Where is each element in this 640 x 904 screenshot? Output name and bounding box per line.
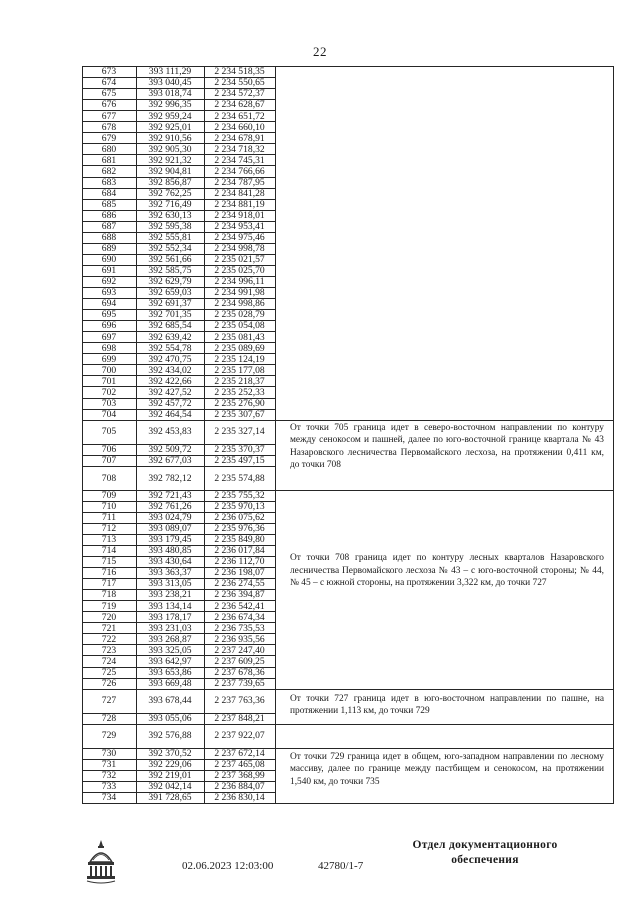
point-number: 724 bbox=[101, 655, 117, 667]
point-number: 677 bbox=[101, 110, 117, 122]
point-number: 697 bbox=[101, 331, 117, 343]
point-number: 712 bbox=[101, 523, 117, 535]
coord-y: 2 234 651,72 bbox=[214, 110, 265, 122]
point-number: 722 bbox=[101, 633, 117, 645]
point-number: 711 bbox=[101, 512, 117, 524]
point-number: 719 bbox=[101, 600, 117, 612]
point-number: 701 bbox=[101, 375, 117, 387]
coord-y: 2 234 787,95 bbox=[214, 176, 265, 188]
coord-x: 393 642,97 bbox=[148, 655, 192, 667]
point-number: 695 bbox=[101, 309, 117, 321]
coord-y: 2 236 075,62 bbox=[214, 512, 265, 524]
point-number: 683 bbox=[101, 176, 117, 188]
point-number: 686 bbox=[101, 209, 117, 221]
footer-date: 02.06.2023 12:03:00 bbox=[182, 860, 274, 872]
coord-y: 2 235 276,90 bbox=[214, 397, 265, 409]
point-number: 682 bbox=[101, 165, 117, 177]
coord-y: 2 236 017,84 bbox=[214, 545, 265, 557]
coord-x: 392 427,52 bbox=[148, 386, 192, 398]
coord-y: 2 234 628,67 bbox=[214, 99, 265, 111]
coord-x: 392 457,72 bbox=[148, 397, 192, 409]
coord-y: 2 235 218,37 bbox=[214, 375, 265, 387]
coord-x: 392 691,37 bbox=[148, 298, 192, 310]
coord-x: 392 229,06 bbox=[148, 759, 192, 771]
coord-x: 393 111,29 bbox=[148, 66, 192, 78]
coord-x: 392 659,03 bbox=[148, 287, 192, 299]
point-number: 725 bbox=[101, 666, 117, 678]
coord-x: 392 554,78 bbox=[148, 342, 192, 354]
point-number: 714 bbox=[101, 545, 117, 557]
coord-x: 393 055,06 bbox=[148, 712, 192, 724]
coord-y: 2 236 735,53 bbox=[214, 622, 265, 634]
coord-x: 393 268,87 bbox=[148, 633, 192, 645]
description-rule bbox=[275, 689, 614, 690]
coord-y: 2 235 970,13 bbox=[214, 501, 265, 513]
coord-x: 392 905,30 bbox=[148, 143, 192, 155]
coord-x: 392 585,75 bbox=[148, 265, 192, 277]
point-number: 704 bbox=[101, 408, 117, 420]
coord-y: 2 237 609,25 bbox=[214, 655, 265, 667]
point-number: 721 bbox=[101, 622, 117, 634]
coord-y: 2 235 081,43 bbox=[214, 331, 265, 343]
coord-x: 393 231,03 bbox=[148, 622, 192, 634]
coord-y: 2 235 054,08 bbox=[214, 320, 265, 332]
point-number: 698 bbox=[101, 342, 117, 354]
coord-y: 2 235 089,69 bbox=[214, 342, 265, 354]
point-number: 678 bbox=[101, 121, 117, 133]
point-number: 718 bbox=[101, 589, 117, 601]
coord-y: 2 234 550,65 bbox=[214, 77, 265, 89]
duma-emblem-icon bbox=[84, 838, 118, 886]
coord-y: 2 236 198,07 bbox=[214, 567, 265, 579]
coord-x: 393 325,05 bbox=[148, 644, 192, 656]
coord-x: 392 630,13 bbox=[148, 209, 192, 221]
coord-y: 2 234 918,01 bbox=[214, 209, 265, 221]
coord-y: 2 235 124,19 bbox=[214, 353, 265, 365]
point-number: 673 bbox=[101, 66, 117, 78]
coord-x: 392 761,26 bbox=[148, 501, 192, 513]
table-row-rule bbox=[82, 803, 275, 804]
coord-x: 392 856,87 bbox=[148, 176, 192, 188]
coord-y: 2 235 025,70 bbox=[214, 265, 265, 277]
coord-y: 2 234 996,11 bbox=[214, 276, 265, 288]
boundary-description: От точки 729 граница идет в общем, юго-западном направлении по лесному массиву, далее по границе между пастбищем и сенокосом, на протяжении 1,540 км, до точки 735 bbox=[290, 751, 604, 787]
point-number: 734 bbox=[101, 792, 117, 804]
coord-y: 2 237 672,14 bbox=[214, 747, 265, 759]
coord-y: 2 236 830,14 bbox=[214, 792, 265, 804]
coord-y: 2 234 766,66 bbox=[214, 165, 265, 177]
boundary-description: От точки 727 граница идет в юго-восточном направлении по пашне, на протяжении 1,113 км, до точки 729 bbox=[290, 693, 604, 717]
coord-y: 2 236 394,87 bbox=[214, 589, 265, 601]
coord-x: 393 430,64 bbox=[148, 556, 192, 568]
coord-x: 392 762,25 bbox=[148, 187, 192, 199]
coord-x: 392 716,49 bbox=[148, 198, 192, 210]
coord-x: 393 363,37 bbox=[148, 567, 192, 579]
coord-x: 392 925,01 bbox=[148, 121, 192, 133]
coord-y: 2 237 848,21 bbox=[214, 712, 265, 724]
coord-y: 2 234 841,28 bbox=[214, 187, 265, 199]
coord-x: 392 910,56 bbox=[148, 132, 192, 144]
point-number: 727 bbox=[101, 695, 117, 707]
coord-y: 2 237 922,07 bbox=[214, 730, 265, 742]
coord-y: 2 235 021,57 bbox=[214, 254, 265, 266]
description-rule bbox=[275, 490, 614, 491]
coord-y: 2 234 998,78 bbox=[214, 243, 265, 255]
point-number: 688 bbox=[101, 232, 117, 244]
coord-x: 393 653,86 bbox=[148, 666, 192, 678]
page-number: 22 bbox=[313, 44, 327, 59]
description-rule bbox=[275, 803, 614, 804]
footer-department-line1: Отдел документационного bbox=[412, 839, 558, 851]
coord-x: 393 134,14 bbox=[148, 600, 192, 612]
coord-y: 2 237 368,99 bbox=[214, 770, 265, 782]
coord-y: 2 234 975,46 bbox=[214, 232, 265, 244]
coord-x: 393 238,21 bbox=[148, 589, 192, 601]
coord-x: 393 480,85 bbox=[148, 545, 192, 557]
coord-y: 2 236 274,55 bbox=[214, 578, 265, 590]
point-number: 699 bbox=[101, 353, 117, 365]
point-number: 685 bbox=[101, 198, 117, 210]
coord-y: 2 235 252,33 bbox=[214, 386, 265, 398]
coord-x: 392 677,03 bbox=[148, 454, 192, 466]
point-number: 691 bbox=[101, 265, 117, 277]
coord-y: 2 237 678,36 bbox=[214, 666, 265, 678]
coord-x: 392 370,52 bbox=[148, 747, 192, 759]
coord-x: 391 728,65 bbox=[148, 792, 192, 804]
coord-x: 392 219,01 bbox=[148, 770, 192, 782]
point-number: 694 bbox=[101, 298, 117, 310]
coord-y: 2 236 935,56 bbox=[214, 633, 265, 645]
point-number: 693 bbox=[101, 287, 117, 299]
coord-x: 392 721,43 bbox=[148, 490, 192, 502]
coord-y: 2 234 745,31 bbox=[214, 154, 265, 166]
coord-x: 392 639,42 bbox=[148, 331, 192, 343]
point-number: 710 bbox=[101, 501, 117, 513]
footer-document-number: 42780/1-7 bbox=[318, 860, 364, 872]
point-number: 733 bbox=[101, 781, 117, 793]
coord-y: 2 236 884,07 bbox=[214, 781, 265, 793]
coord-y: 2 235 177,08 bbox=[214, 364, 265, 376]
coord-y: 2 234 518,35 bbox=[214, 66, 265, 78]
description-rule bbox=[275, 748, 614, 749]
point-number: 679 bbox=[101, 132, 117, 144]
boundary-description: От точки 705 граница идет в северо-восточном направлении по контуру между сенокосом и пашней, далее по юго-восточной границе квартала № 43 Назаровского лесничества Первомайского лесхоза, на протяжении 0,411 км, до точки 708 bbox=[290, 422, 604, 471]
coord-y: 2 235 307,67 bbox=[214, 408, 265, 420]
point-number: 715 bbox=[101, 556, 117, 568]
coord-x: 392 552,34 bbox=[148, 243, 192, 255]
point-number: 732 bbox=[101, 770, 117, 782]
coord-y: 2 235 497,15 bbox=[214, 454, 265, 466]
point-number: 696 bbox=[101, 320, 117, 332]
coord-x: 392 509,72 bbox=[148, 443, 192, 455]
coord-y: 2 235 370,37 bbox=[214, 443, 265, 455]
coord-x: 392 782,12 bbox=[148, 472, 192, 484]
coord-x: 393 313,05 bbox=[148, 578, 192, 590]
coord-y: 2 235 755,32 bbox=[214, 490, 265, 502]
description-rule bbox=[275, 66, 614, 67]
point-number: 676 bbox=[101, 99, 117, 111]
point-number: 716 bbox=[101, 567, 117, 579]
point-number: 720 bbox=[101, 611, 117, 623]
coord-y: 2 234 991,98 bbox=[214, 287, 265, 299]
point-number: 713 bbox=[101, 534, 117, 546]
coordinates-table bbox=[82, 66, 614, 838]
coord-x: 392 470,75 bbox=[148, 353, 192, 365]
coord-y: 2 234 998,86 bbox=[214, 298, 265, 310]
coord-y: 2 235 327,14 bbox=[214, 426, 265, 438]
coord-y: 2 234 953,41 bbox=[214, 221, 265, 233]
coord-x: 392 904,81 bbox=[148, 165, 192, 177]
coord-x: 393 040,45 bbox=[148, 77, 192, 89]
point-number: 684 bbox=[101, 187, 117, 199]
description-rule bbox=[275, 724, 614, 725]
coord-x: 392 959,24 bbox=[148, 110, 192, 122]
point-number: 729 bbox=[101, 730, 117, 742]
coord-y: 2 235 976,36 bbox=[214, 523, 265, 535]
coord-x: 392 042,14 bbox=[148, 781, 192, 793]
coord-x: 392 422,66 bbox=[148, 375, 192, 387]
point-number: 717 bbox=[101, 578, 117, 590]
point-number: 707 bbox=[101, 454, 117, 466]
coord-y: 2 235 849,80 bbox=[214, 534, 265, 546]
point-number: 723 bbox=[101, 644, 117, 656]
point-number: 700 bbox=[101, 364, 117, 376]
point-number: 706 bbox=[101, 443, 117, 455]
point-number: 675 bbox=[101, 88, 117, 100]
coord-x: 393 669,48 bbox=[148, 677, 192, 689]
point-number: 692 bbox=[101, 276, 117, 288]
point-number: 674 bbox=[101, 77, 117, 89]
coord-y: 2 237 465,08 bbox=[214, 759, 265, 771]
coord-x: 393 178,17 bbox=[148, 611, 192, 623]
coord-x: 393 018,74 bbox=[148, 88, 192, 100]
coord-x: 393 179,45 bbox=[148, 534, 192, 546]
coord-x: 392 464,54 bbox=[148, 408, 192, 420]
table-column-rule bbox=[613, 66, 614, 803]
coord-x: 392 555,81 bbox=[148, 232, 192, 244]
coord-x: 393 089,07 bbox=[148, 523, 192, 535]
coord-y: 2 236 542,41 bbox=[214, 600, 265, 612]
coord-x: 392 685,54 bbox=[148, 320, 192, 332]
coord-y: 2 234 678,91 bbox=[214, 132, 265, 144]
point-number: 689 bbox=[101, 243, 117, 255]
coord-y: 2 237 763,36 bbox=[214, 695, 265, 707]
coord-x: 392 595,38 bbox=[148, 221, 192, 233]
coord-x: 392 996,35 bbox=[148, 99, 192, 111]
coord-x: 392 561,66 bbox=[148, 254, 192, 266]
footer-department bbox=[400, 838, 570, 868]
coord-y: 2 234 718,32 bbox=[214, 143, 265, 155]
coord-y: 2 236 112,70 bbox=[214, 556, 265, 568]
coord-x: 392 453,83 bbox=[148, 426, 192, 438]
coord-y: 2 234 572,37 bbox=[214, 88, 265, 100]
description-rule bbox=[275, 420, 614, 421]
coord-x: 392 576,88 bbox=[148, 730, 192, 742]
coord-y: 2 235 028,79 bbox=[214, 309, 265, 321]
point-number: 728 bbox=[101, 712, 117, 724]
point-number: 680 bbox=[101, 143, 117, 155]
coord-x: 392 434,02 bbox=[148, 364, 192, 376]
coord-x: 393 678,44 bbox=[148, 695, 192, 707]
point-number: 687 bbox=[101, 221, 117, 233]
point-number: 731 bbox=[101, 759, 117, 771]
coord-x: 392 701,35 bbox=[148, 309, 192, 321]
coord-y: 2 236 674,34 bbox=[214, 611, 265, 623]
point-number: 705 bbox=[101, 426, 117, 438]
point-number: 681 bbox=[101, 154, 117, 166]
point-number: 702 bbox=[101, 386, 117, 398]
boundary-description: От точки 708 граница идет по контуру лесных кварталов Назаровского лесничества Первомайского лесхоза № 43 – с юго-восточной стороны; № 44, № 45 – с южной стороны, на протяжении 3,322 км, до точки 727 bbox=[290, 553, 604, 589]
point-number: 703 bbox=[101, 397, 117, 409]
table-column-rule bbox=[275, 66, 276, 803]
coord-y: 2 234 881,19 bbox=[214, 198, 265, 210]
coord-y: 2 237 739,65 bbox=[214, 677, 265, 689]
coord-y: 2 235 574,88 bbox=[214, 472, 265, 484]
footer-department-line2: обеспечения bbox=[451, 854, 519, 866]
point-number: 726 bbox=[101, 677, 117, 689]
coord-x: 392 629,79 bbox=[148, 276, 192, 288]
coord-x: 393 024,79 bbox=[148, 512, 192, 524]
point-number: 690 bbox=[101, 254, 117, 266]
point-number: 730 bbox=[101, 747, 117, 759]
point-number: 709 bbox=[101, 490, 117, 502]
point-number: 708 bbox=[101, 472, 117, 484]
coord-y: 2 234 660,10 bbox=[214, 121, 265, 133]
coord-x: 392 921,32 bbox=[148, 154, 192, 166]
coord-y: 2 237 247,40 bbox=[214, 644, 265, 656]
